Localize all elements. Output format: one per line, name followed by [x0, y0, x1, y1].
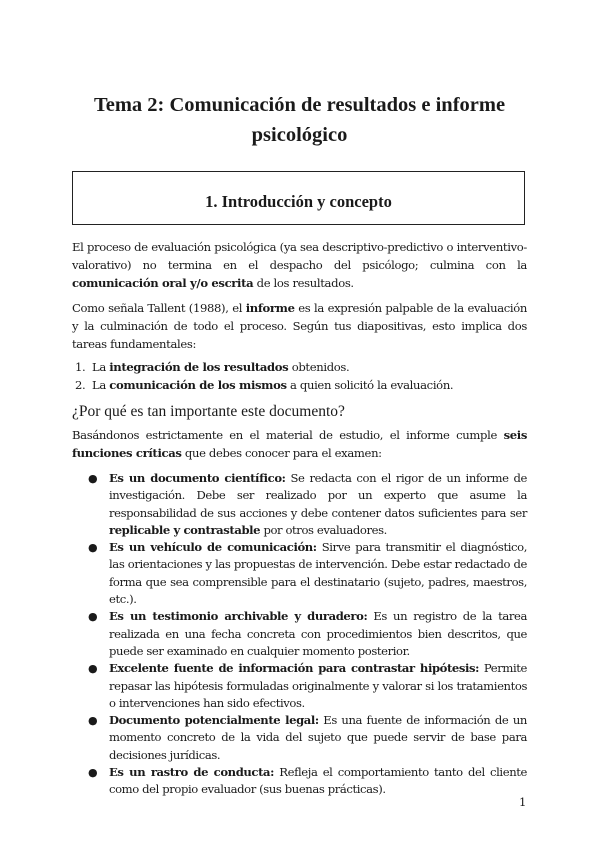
list-item: [72, 660, 527, 712]
paragraph-bold: comunicación oral y/o escrita: [72, 276, 254, 291]
list-item: [72, 358, 527, 376]
paragraph-text: es la expresión palpable de la evaluación y la culminación de todo el proceso. Según tus diapositivas, esto implica dos tareas fundamentales:: [72, 301, 527, 352]
page-number: 1: [519, 795, 527, 809]
list-text: obtenidos.: [288, 360, 350, 374]
list-bold: integración de los resultados: [109, 360, 289, 374]
list-bold: Es un vehículo de comunicación:: [109, 540, 317, 555]
bullet-list: [72, 470, 527, 799]
page-title: Tema 2: Comunicación de resultados e informe psicológico: [93, 94, 506, 146]
list-item: [72, 712, 527, 764]
bullet-icon: ●: [88, 472, 98, 485]
section-heading-box: [72, 171, 525, 225]
list-text: Sirve para transmitir el diagnóstico, las orientaciones y las propuestas de intervención. Debe estar redactado de forma que sea comprensible para el destinatario (sujeto, padres, maestros, etc.).: [109, 540, 528, 607]
bullet-icon: ●: [88, 541, 98, 555]
list-text: Es una fuente de información de un momento concreto de la vida del sujeto que puede servir de base para decisiones jurídicas.: [109, 713, 527, 762]
list-text: Se redacta con el rigor de un informe de investigación. Debe ser realizado por un experto que asume la responsabilidad de sus acciones y debe contener datos suficientes para ser: [109, 471, 527, 520]
list-item: [72, 539, 527, 608]
list-text: La: [92, 360, 110, 374]
paragraph-intro: [72, 238, 527, 293]
paragraph-informe: [72, 299, 527, 354]
list-bold: replicable y contrastable: [109, 522, 261, 537]
paragraph-bold: seis funciones críticas: [72, 428, 527, 461]
list-text: Es un registro de la tarea realizada en una fecha concreta con procedimientos bien descritos, que puede ser examinado en cualquier momento posterior.: [109, 609, 527, 658]
list-text: La: [92, 378, 110, 392]
list-item: [72, 470, 527, 539]
list-number: 1.: [75, 360, 86, 374]
section-heading: 1. Introducción y concepto: [205, 192, 392, 211]
paragraph-text: Como señala Tallent (1988), el: [72, 301, 246, 315]
list-bold: Es un rastro de conducta:: [109, 765, 275, 780]
bullet-icon: ●: [88, 714, 98, 728]
list-item: [72, 376, 527, 394]
list-text: Permite repasar las hipótesis formuladas originalmente y valorar si los tratamientos o intervenciones han sido efectivos.: [109, 661, 528, 710]
list-text: Refleja el comportamiento tanto del cliente como del propio evaluador (sus buenas prácticas).: [109, 765, 527, 797]
paragraph-functions: [72, 426, 527, 462]
bullet-icon: ●: [88, 662, 98, 676]
list-bold: comunicación de los mismos: [109, 378, 287, 392]
subheading: ¿Por qué es tan importante este documento?: [72, 403, 345, 420]
bullet-icon: ●: [88, 766, 98, 780]
paragraph-text: que debes conocer para el examen:: [181, 446, 382, 461]
paragraph-text: El proceso de evaluación psicológica (ya sea descriptivo-predictivo o interventivo-valorativo) no termina en el despacho del psicólogo; culmina con la: [72, 240, 527, 273]
list-item: [72, 764, 527, 799]
list-text: a quien solicitó la evaluación.: [286, 378, 454, 392]
list-bold: Es un documento científico:: [109, 471, 286, 485]
list-bold: Excelente fuente de información para contrastar hipótesis:: [109, 661, 480, 676]
list-number: 2.: [75, 378, 86, 392]
bullet-icon: ●: [88, 610, 98, 624]
list-item: [72, 608, 527, 660]
list-bold: Documento potencialmente legal:: [109, 713, 319, 728]
paragraph-text: Basándonos estrictamente en el material de estudio, el informe cumple: [72, 428, 504, 442]
paragraph-bold: informe: [245, 301, 295, 315]
paragraph-text: de los resultados.: [253, 276, 354, 291]
list-bold: Es un testimonio archivable y duradero:: [109, 609, 368, 624]
list-text: por otros evaluadores.: [260, 522, 387, 537]
numbered-list: [72, 358, 527, 394]
